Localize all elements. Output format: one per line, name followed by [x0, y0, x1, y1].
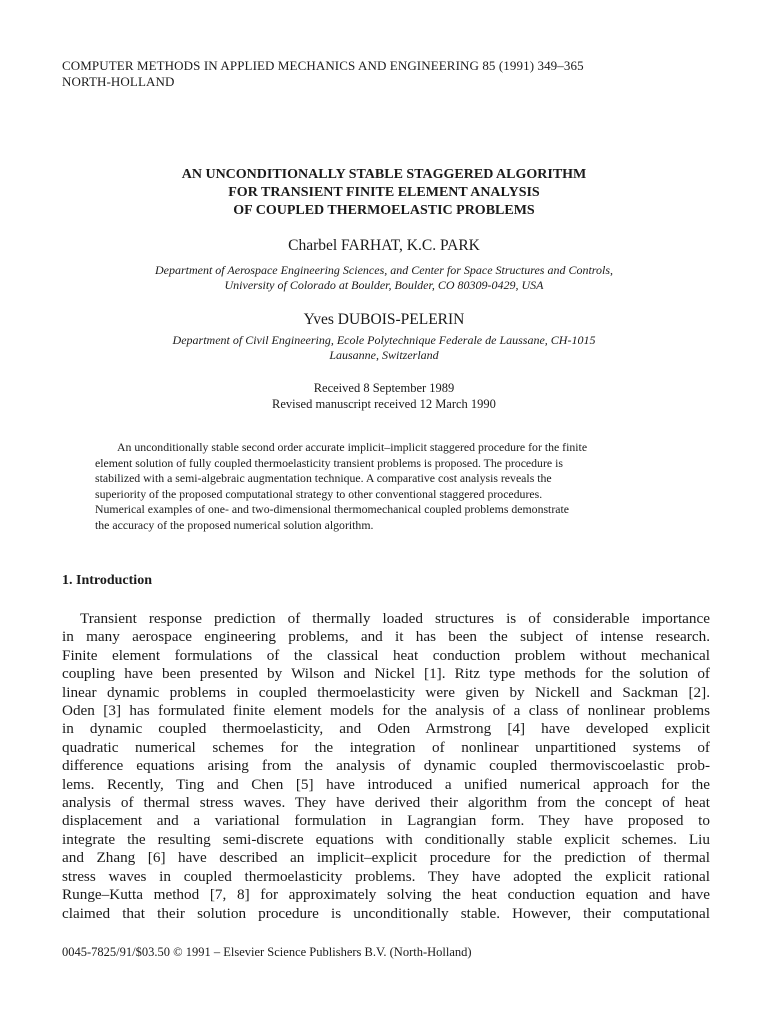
body-line: analysis of thermal stress waves. They have derived their algorithm from the concept of heat — [62, 794, 710, 812]
body-line: Transient response prediction of thermally loaded structures is of considerable importance — [80, 610, 710, 627]
affiliation-1 — [0, 263, 768, 293]
abstract-line: element solution of fully coupled thermoelasticity transient problems is proposed. The procedure is — [95, 455, 563, 470]
journal-citation: COMPUTER METHODS IN APPLIED MECHANICS AND ENGINEERING 85 (1991) 349–365 — [62, 58, 584, 73]
publisher-name: NORTH-HOLLAND — [62, 74, 175, 89]
affiliation-2 — [0, 333, 768, 363]
affiliation-2-line-1: Department of Civil Engineering, Ecole Polytechnique Federale de Laussane, CH-1015 — [172, 333, 596, 347]
body-text — [62, 610, 710, 923]
abstract-line: An unconditionally stable second order accurate implicit–implicit staggered procedure for the finite — [117, 440, 588, 454]
section-heading: 1. Introduction — [62, 573, 152, 588]
abstract-line: superiority of the proposed computational strategy to other conventional staggered procedures. — [95, 486, 543, 501]
body-line: Finite element formulations of the classical heat conduction problem without mechanical — [62, 646, 710, 664]
body-line: and Zhang [6] have described an implicit–explicit procedure for the prediction of thermal — [62, 849, 710, 867]
author-group-2: Yves DUBOIS-PELERIN — [303, 311, 465, 328]
abstract-line: the accuracy of the proposed numerical solution algorithm. — [95, 517, 374, 532]
body-line: difference equations arising from the analysis of dynamic coupled thermoviscoelastic prob- — [62, 757, 710, 775]
body-line: stress waves in coupled thermoelasticity problems. They have adopted the explicit rational — [62, 867, 710, 885]
body-line: quadratic numerical schemes for the integration of nonlinear unpartitioned systems of — [62, 738, 710, 756]
body-line: coupling have been presented by Wilson and Nickel [1]. Ritz type methods for the solution of — [62, 665, 710, 683]
abstract — [95, 440, 675, 533]
title-line-1: AN UNCONDITIONALLY STABLE STAGGERED ALGORITHM — [181, 167, 587, 182]
abstract-line: stabilized with a semi-algebraic augmentation technique. A comparative cost analysis reveals the — [95, 471, 552, 485]
body-line: Runge–Kutta method [7, 8] for approximately solving the heat conduction equation and have — [62, 886, 710, 904]
received-date: Received 8 September 1989 — [313, 381, 455, 395]
affiliation-1-line-1: Department of Aerospace Engineering Sciences, and Center for Space Structures and Controls, — [154, 263, 614, 277]
body-line: in dynamic coupled thermoelasticity, and Oden Armstrong [4] have developed explicit — [62, 720, 710, 738]
affiliation-2-line-2: Lausanne, Switzerland — [329, 348, 439, 362]
title-line-2: FOR TRANSIENT FINITE ELEMENT ANALYSIS — [228, 185, 540, 200]
title-line-3: OF COUPLED THERMOELASTIC PROBLEMS — [233, 203, 535, 218]
body-line: in many aerospace engineering problems, and it has been the subject of intense research. — [62, 628, 710, 646]
paper-title — [0, 166, 768, 220]
author-group-1: Charbel FARHAT, K.C. PARK — [288, 237, 480, 254]
journal-header — [62, 58, 584, 90]
body-line: lems. Recently, Ting and Chen [5] have introduced a unified numerical approach for the — [62, 775, 710, 793]
body-line: claimed that their solution procedure is unconditionally stable. However, their computational — [62, 904, 710, 922]
affiliation-1-line-2: University of Colorado at Boulder, Boulder, CO 80309-0429, USA — [224, 278, 544, 292]
copyright-footer: 0045-7825/91/$03.50 © 1991 – Elsevier Science Publishers B.V. (North-Holland) — [62, 945, 472, 959]
body-line: displacement and a variational formulation in Lagrangian form. They have proposed to — [62, 812, 710, 830]
body-line: Oden [3] has formulated finite element models for the analysis of a class of nonlinear problems — [62, 702, 710, 720]
abstract-line: Numerical examples of one- and two-dimensional thermomechanical coupled problems demonstrate — [95, 502, 570, 516]
body-line: integrate the resulting semi-discrete equations with conditionally stable explicit schemes. Liu — [62, 830, 710, 848]
body-line: linear dynamic problems in coupled thermoelasticity were given by Nickell and Sackman [2]. — [62, 683, 710, 701]
revised-date: Revised manuscript received 12 March 1990 — [272, 397, 496, 411]
submission-dates — [0, 380, 768, 412]
